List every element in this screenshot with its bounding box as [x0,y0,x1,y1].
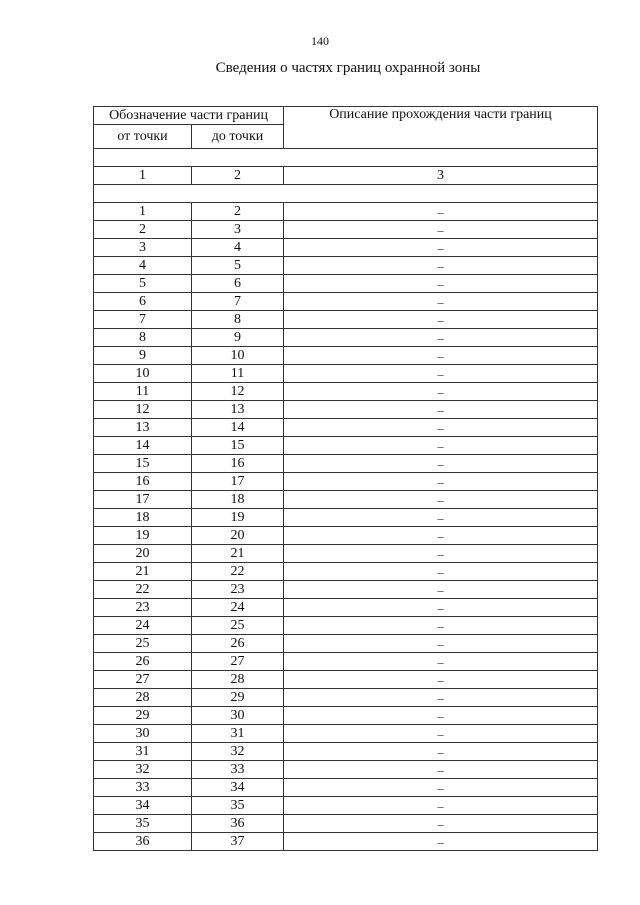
from-point-cell: 5 [94,275,192,293]
table-row [94,311,598,329]
from-point-cell: 29 [94,707,192,725]
from-point-cell: 3 [94,239,192,257]
description-cell: – [284,563,598,581]
boundary-description-header: Описание прохождения части границ [284,107,598,149]
from-point-cell: 9 [94,347,192,365]
document-title: Сведения о частях границ охранной зоны [215,60,481,76]
from-point-cell: 19 [94,527,192,545]
from-point-cell: 22 [94,581,192,599]
description-cell: – [284,797,598,815]
table-row [94,455,598,473]
table-row [94,833,598,851]
to-point-cell: 4 [192,239,284,257]
table-row [94,653,598,671]
table-row [94,743,598,761]
description-cell: – [284,707,598,725]
description-cell: – [284,545,598,563]
table-row [94,509,598,527]
to-point-cell: 16 [192,455,284,473]
table-row [94,473,598,491]
table-row [94,419,598,437]
from-point-cell: 12 [94,401,192,419]
from-point-cell: 18 [94,509,192,527]
from-point-cell: 20 [94,545,192,563]
from-point-cell: 2 [94,221,192,239]
table-row [94,563,598,581]
table-row [94,293,598,311]
to-point-cell: 10 [192,347,284,365]
table-row [94,617,598,635]
to-point-cell: 19 [192,509,284,527]
from-point-cell: 30 [94,725,192,743]
to-point-cell: 21 [192,545,284,563]
description-cell: – [284,347,598,365]
table-row [94,707,598,725]
table-row [94,581,598,599]
to-point-cell: 28 [192,671,284,689]
description-cell: – [284,761,598,779]
to-point-cell: 33 [192,761,284,779]
from-point-cell: 8 [94,329,192,347]
table-row [94,779,598,797]
to-point-cell: 8 [192,311,284,329]
to-point-cell: 7 [192,293,284,311]
from-point-cell: 15 [94,455,192,473]
to-point-cell: 6 [192,275,284,293]
table-row [94,491,598,509]
table-row [94,545,598,563]
boundary-designation-header: Обозначение части границ [94,107,284,125]
description-cell: – [284,635,598,653]
from-point-cell: 26 [94,653,192,671]
description-cell: – [284,725,598,743]
to-point-cell: 15 [192,437,284,455]
from-point-cell: 4 [94,257,192,275]
to-point-cell: 5 [192,257,284,275]
description-cell: – [284,581,598,599]
to-point-cell: 30 [192,707,284,725]
column-number-3: 3 [284,167,598,185]
table-row [94,797,598,815]
description-cell: – [284,653,598,671]
to-point-cell: 25 [192,617,284,635]
description-cell: – [284,401,598,419]
description-cell: – [284,599,598,617]
from-point-cell: 35 [94,815,192,833]
table-row [94,239,598,257]
column-number-1: 1 [94,167,192,185]
table-row [94,527,598,545]
to-point-cell: 31 [192,725,284,743]
from-point-cell: 10 [94,365,192,383]
from-point-cell: 36 [94,833,192,851]
description-cell: – [284,293,598,311]
description-cell: – [284,203,598,221]
from-point-cell: 13 [94,419,192,437]
to-point-cell: 12 [192,383,284,401]
to-point-cell: 24 [192,599,284,617]
to-point-cell: 34 [192,779,284,797]
to-point-cell: 20 [192,527,284,545]
from-point-cell: 17 [94,491,192,509]
to-point-header: до точки [192,125,284,149]
from-point-cell: 25 [94,635,192,653]
table-row [94,383,598,401]
to-point-cell: 35 [192,797,284,815]
to-point-cell: 18 [192,491,284,509]
description-cell: – [284,455,598,473]
to-point-cell: 27 [192,653,284,671]
table-row [94,365,598,383]
to-point-cell: 17 [192,473,284,491]
empty-section-row [94,185,598,203]
to-point-cell: 9 [192,329,284,347]
description-cell: – [284,671,598,689]
description-cell: – [284,491,598,509]
boundary-parts-table [93,106,598,851]
from-point-header: от точки [94,125,192,149]
to-point-cell: 3 [192,221,284,239]
table-row [94,347,598,365]
to-point-cell: 26 [192,635,284,653]
header-gap [94,149,598,167]
table-row [94,689,598,707]
description-cell: – [284,275,598,293]
table-row [94,761,598,779]
table-row [94,257,598,275]
from-point-cell: 32 [94,761,192,779]
description-cell: – [284,689,598,707]
table-row [94,203,598,221]
table-row [94,599,598,617]
from-point-cell: 7 [94,311,192,329]
to-point-cell: 23 [192,581,284,599]
to-point-cell: 37 [192,833,284,851]
description-cell: – [284,833,598,851]
table-row [94,275,598,293]
to-point-cell: 14 [192,419,284,437]
description-cell: – [284,527,598,545]
to-point-cell: 2 [192,203,284,221]
description-cell: – [284,815,598,833]
from-point-cell: 23 [94,599,192,617]
table-row [94,635,598,653]
from-point-cell: 11 [94,383,192,401]
boundary-rows [94,203,598,851]
description-cell: – [284,383,598,401]
description-cell: – [284,365,598,383]
table-row [94,401,598,419]
description-cell: – [284,743,598,761]
table-row [94,815,598,833]
from-point-cell: 31 [94,743,192,761]
table-row [94,437,598,455]
description-cell: – [284,311,598,329]
to-point-cell: 36 [192,815,284,833]
from-point-cell: 24 [94,617,192,635]
description-cell: – [284,257,598,275]
from-point-cell: 27 [94,671,192,689]
to-point-cell: 11 [192,365,284,383]
from-point-cell: 6 [94,293,192,311]
description-cell: – [284,437,598,455]
from-point-cell: 33 [94,779,192,797]
description-cell: – [284,473,598,491]
description-cell: – [284,509,598,527]
from-point-cell: 16 [94,473,192,491]
description-cell: – [284,239,598,257]
from-point-cell: 14 [94,437,192,455]
from-point-cell: 1 [94,203,192,221]
to-point-cell: 22 [192,563,284,581]
from-point-cell: 28 [94,689,192,707]
table-row [94,221,598,239]
to-point-cell: 13 [192,401,284,419]
table-row [94,671,598,689]
boundary-table-container [93,106,598,851]
from-point-cell: 21 [94,563,192,581]
page-number: 140 [311,34,329,48]
from-point-cell: 34 [94,797,192,815]
table-row [94,725,598,743]
table-row [94,329,598,347]
to-point-cell: 32 [192,743,284,761]
description-cell: – [284,779,598,797]
description-cell: – [284,221,598,239]
description-cell: – [284,617,598,635]
column-number-2: 2 [192,167,284,185]
description-cell: – [284,419,598,437]
to-point-cell: 29 [192,689,284,707]
description-cell: – [284,329,598,347]
